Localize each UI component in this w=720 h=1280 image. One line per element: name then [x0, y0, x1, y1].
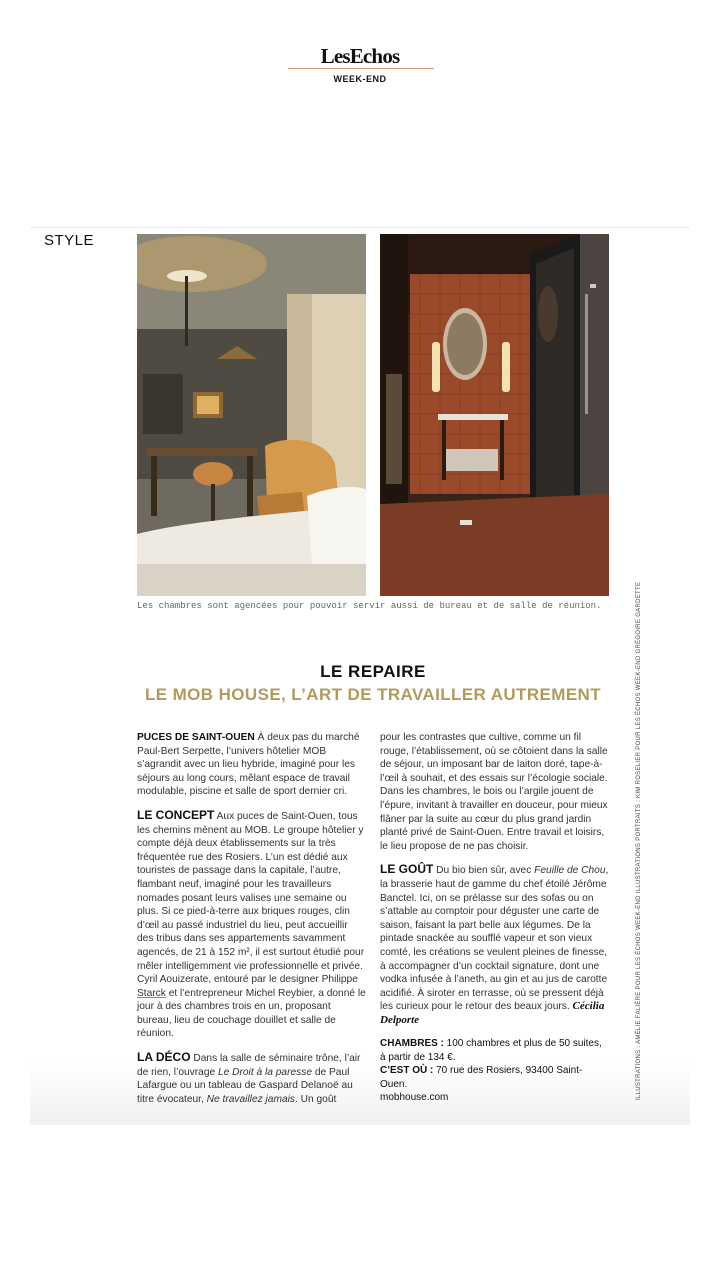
- info-box: [380, 1037, 609, 1104]
- section-label: STYLE: [44, 232, 95, 249]
- work-title-1: Le Droit à la paresse: [217, 1066, 312, 1078]
- paragraph-concept: [137, 809, 366, 1041]
- lead-concept: LE CONCEPT: [137, 807, 215, 822]
- text-puces: À deux pas du marché Paul-Bert Serpette, l’univers hôtelier MOB s’agrandit avec un lieu hybride, imaginé pour les séjours au long cours, mêlant espace de travail modulable, piscine et salle de sport dernier cri.: [137, 732, 360, 798]
- lead-gout: LE GOÛT: [380, 862, 434, 877]
- text-gout-a: Du bio bien sûr, avec: [433, 865, 535, 877]
- info-address: [380, 1064, 609, 1091]
- restaurant-name: Feuille de Chou: [534, 865, 606, 877]
- text-gout-b: , la brasserie haut de gamme du chef étoilé Jérôme Banctel. Ici, on se prélasse sur des sofas ou on s’attable au comptoir pour déguster une carte de saison, faisant la part belle aux légumes. De la pintade snackée au soufflé vapeur et son vieux comté, les créations se veulent pleines de finesse, à accompagner d’un cocktail signature, dont une vodka infusée à l’aneth, au gin et au jus de carotte acidifié. À siroter en terrasse, où se pressent déjà les curieux pour le retour des beaux jours.: [380, 865, 609, 1013]
- paragraph-deco: [137, 1051, 366, 1106]
- text-deco-b: de Paul Lafargue ou un tableau de Gaspard Delanoë au titre évocateur,: [137, 1066, 353, 1105]
- article-headline: LE MOB HOUSE, L’ART DE TRAVAILLER AUTREMENT: [144, 685, 602, 704]
- photo-caption: Les chambres sont agencées pour pouvoir servir aussi de bureau et de salle de réunion.: [137, 601, 602, 611]
- info-rooms: [380, 1037, 609, 1064]
- paragraph-gout: [380, 863, 609, 1027]
- text-deco-c: . Un goût: [294, 1093, 337, 1105]
- paragraph-puces: [137, 731, 366, 799]
- photo-bathroom: [380, 234, 609, 596]
- article-kicker: LE REPAIRE: [320, 662, 426, 681]
- article-column-left: [137, 731, 366, 1116]
- masthead-subtitle: WEEK-END: [333, 74, 387, 84]
- text-deco-a: Dans la salle de séminaire trône, l’air de rien, l’ouvrage: [137, 1053, 361, 1078]
- designer-name: Starck: [137, 987, 166, 999]
- bedroom-illustration: [137, 234, 366, 596]
- text-concept-b: et l’entrepreneur Michel Reybier, a donné le jour à des chambres trois en un, proposant bureau, lieu de couchage douillet et salle de réunion.: [137, 987, 366, 1040]
- masthead-logo: LesEchos: [320, 44, 400, 68]
- lead-deco: LA DÉCO: [137, 1050, 191, 1065]
- lead-puces: PUCES DE SAINT-OUEN: [137, 732, 255, 743]
- paragraph-deco-continued: pour les contrastes que cultive, comme un fil rouge, l’établissement, où se côtoient dans la salle de séjour, un imposant bar de laiton doré, tape-à-l’œil à souhait, et des essais sur l’écologie sociale. Dans les chambres, le bois ou l’argile jouent de l’épure, invitant à travailler en douceur, pour mieux flâner par la suite au cœur du plus grand jardin planté privé de Saint-Ouen. Entre travail et loisirs, le lieu propose de ne pas choisir.: [380, 732, 608, 852]
- website-link[interactable]: mobhouse.com: [380, 1092, 449, 1104]
- masthead: [0, 44, 720, 84]
- article-column-right: [380, 731, 609, 1105]
- where-label: C’EST OÙ :: [380, 1065, 434, 1077]
- masthead-rule: [288, 68, 434, 69]
- credits-text: ILLUSTRATIONS : AMÉLIE FALIÈRE POUR LES ÉCHOS WEEK-END ILLUSTRATIONS PORTRAITS : KIM ROSELIER POUR LES ÉCHOS WEEK-END GRÉGOIRE GARDETTE: [636, 581, 642, 1100]
- bathroom-illustration: [380, 234, 609, 596]
- work-title-2: Ne travaillez jamais: [206, 1093, 295, 1105]
- photo-credits: [625, 581, 642, 1100]
- author-signature: Cécilia Delporte: [380, 1000, 605, 1026]
- rooms-value: 100 chambres et plus de 50 suites, à partir de 134 €.: [380, 1038, 602, 1063]
- rooms-label: CHAMBRES :: [380, 1038, 444, 1050]
- text-concept-a: Aux puces de Saint-Ouen, tous les chemins mènent au MOB. Le groupe hôtelier y compte déjà deux établissements sur la très fréquentée rue des Rosiers. L’un est dédié aux touristes de passage dans la capitale, l’autre, flambant neuf, imaginé pour les travailleurs nomades posant leurs valises une semaine ou plus. Si ce pied-à-terre aux briques rouges, clin d’œil au passé industriel du lieu, peut accueillir des tribus dans ses appartements savamment agencés, de 21 à 152 m², il est surtout étudié pour mêler intelligemment vie professionnelle et privée. Cyril Aouizerate, entouré par le designer Philippe: [137, 810, 365, 986]
- photo-bedroom: [137, 234, 366, 596]
- where-value: 70 rue des Rosiers, 93400 Saint-Ouen.: [380, 1065, 583, 1090]
- info-website[interactable]: [380, 1091, 609, 1104]
